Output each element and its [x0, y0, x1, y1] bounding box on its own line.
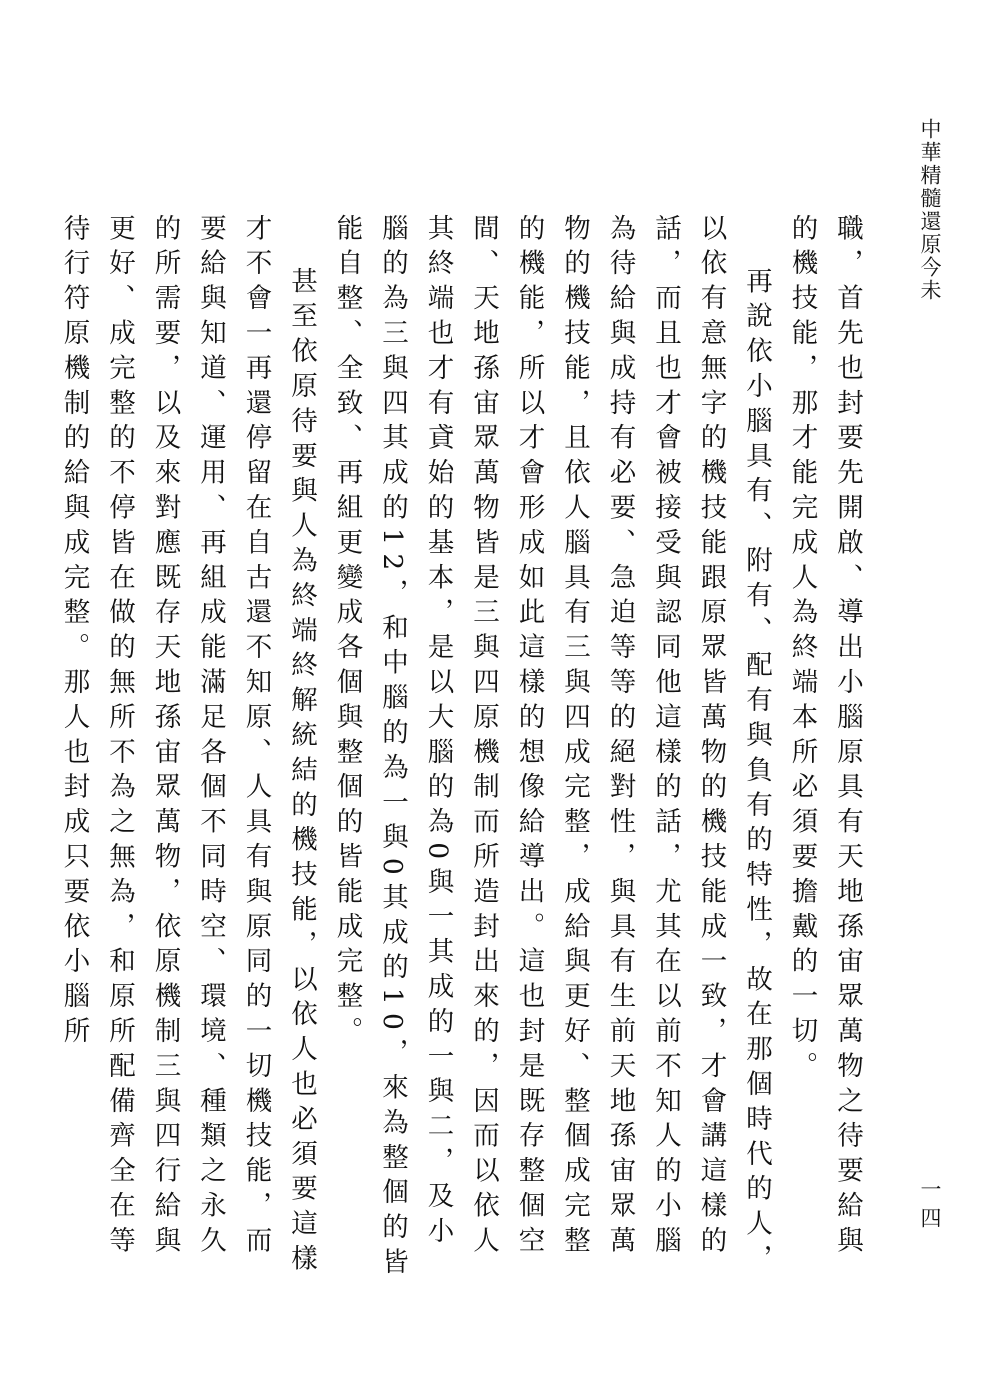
paragraph-3: 甚至依原待要與人為終端終解統結的機技能，以依人也必須要這樣才不會一再還停留在自古還不知原、人具有與原同的一切機技能，而要給與知道、運用、再組成能滿足各個不同時空、環境、種類之永久的所需要，以及來對應既存天地孫宙眾萬物，依原機制三與四行給與更好、成完整的不停皆在做的無所不為之無為，和原所配備齊全在等待行符原機制的給與成完整。那人也封成只要依小腦所: [58, 214, 317, 1280]
paragraph-1: 職，首先也封要先開啟、導出小腦原具有天地孫宙眾萬物之待要給與的機技能，那才能完成人為終端本所必須要擔戴的一切。: [786, 214, 863, 1261]
body-text: [58, 214, 870, 1284]
running-title: 中華精髓還原今未: [918, 118, 942, 302]
paragraph-2: 再說依小腦具有、附有、配有與負有的特性，故在那個時代的人，以依有意無字的機技能跟原眾皆萬物的機技能成一致，才會講這樣的話，而且也才會被接受與認同他這樣的話，尤其在以前不知人的小腦為待給與成持有必要、急迫等等的絕對性，與具有生前天地孫宙眾萬物的機技能，且依人腦具有三與四成完整，成給與更好、整個成完整的機能，所以才會形成如此這樣的想像給導出。這也封是既存整個空間、天地孫宙眾萬物皆是三與四原機制而所造封出來的，因而以依人其終端也才有貣始的基本，是以大腦的為0與一其成的一與二，及小腦的為三與四其成的12，和中腦的為一與0其成的10，來為整個的皆能自整、全致、再組更變成各個與整個的皆能成完整。: [331, 214, 772, 1283]
page-number: 一四: [918, 1178, 942, 1236]
